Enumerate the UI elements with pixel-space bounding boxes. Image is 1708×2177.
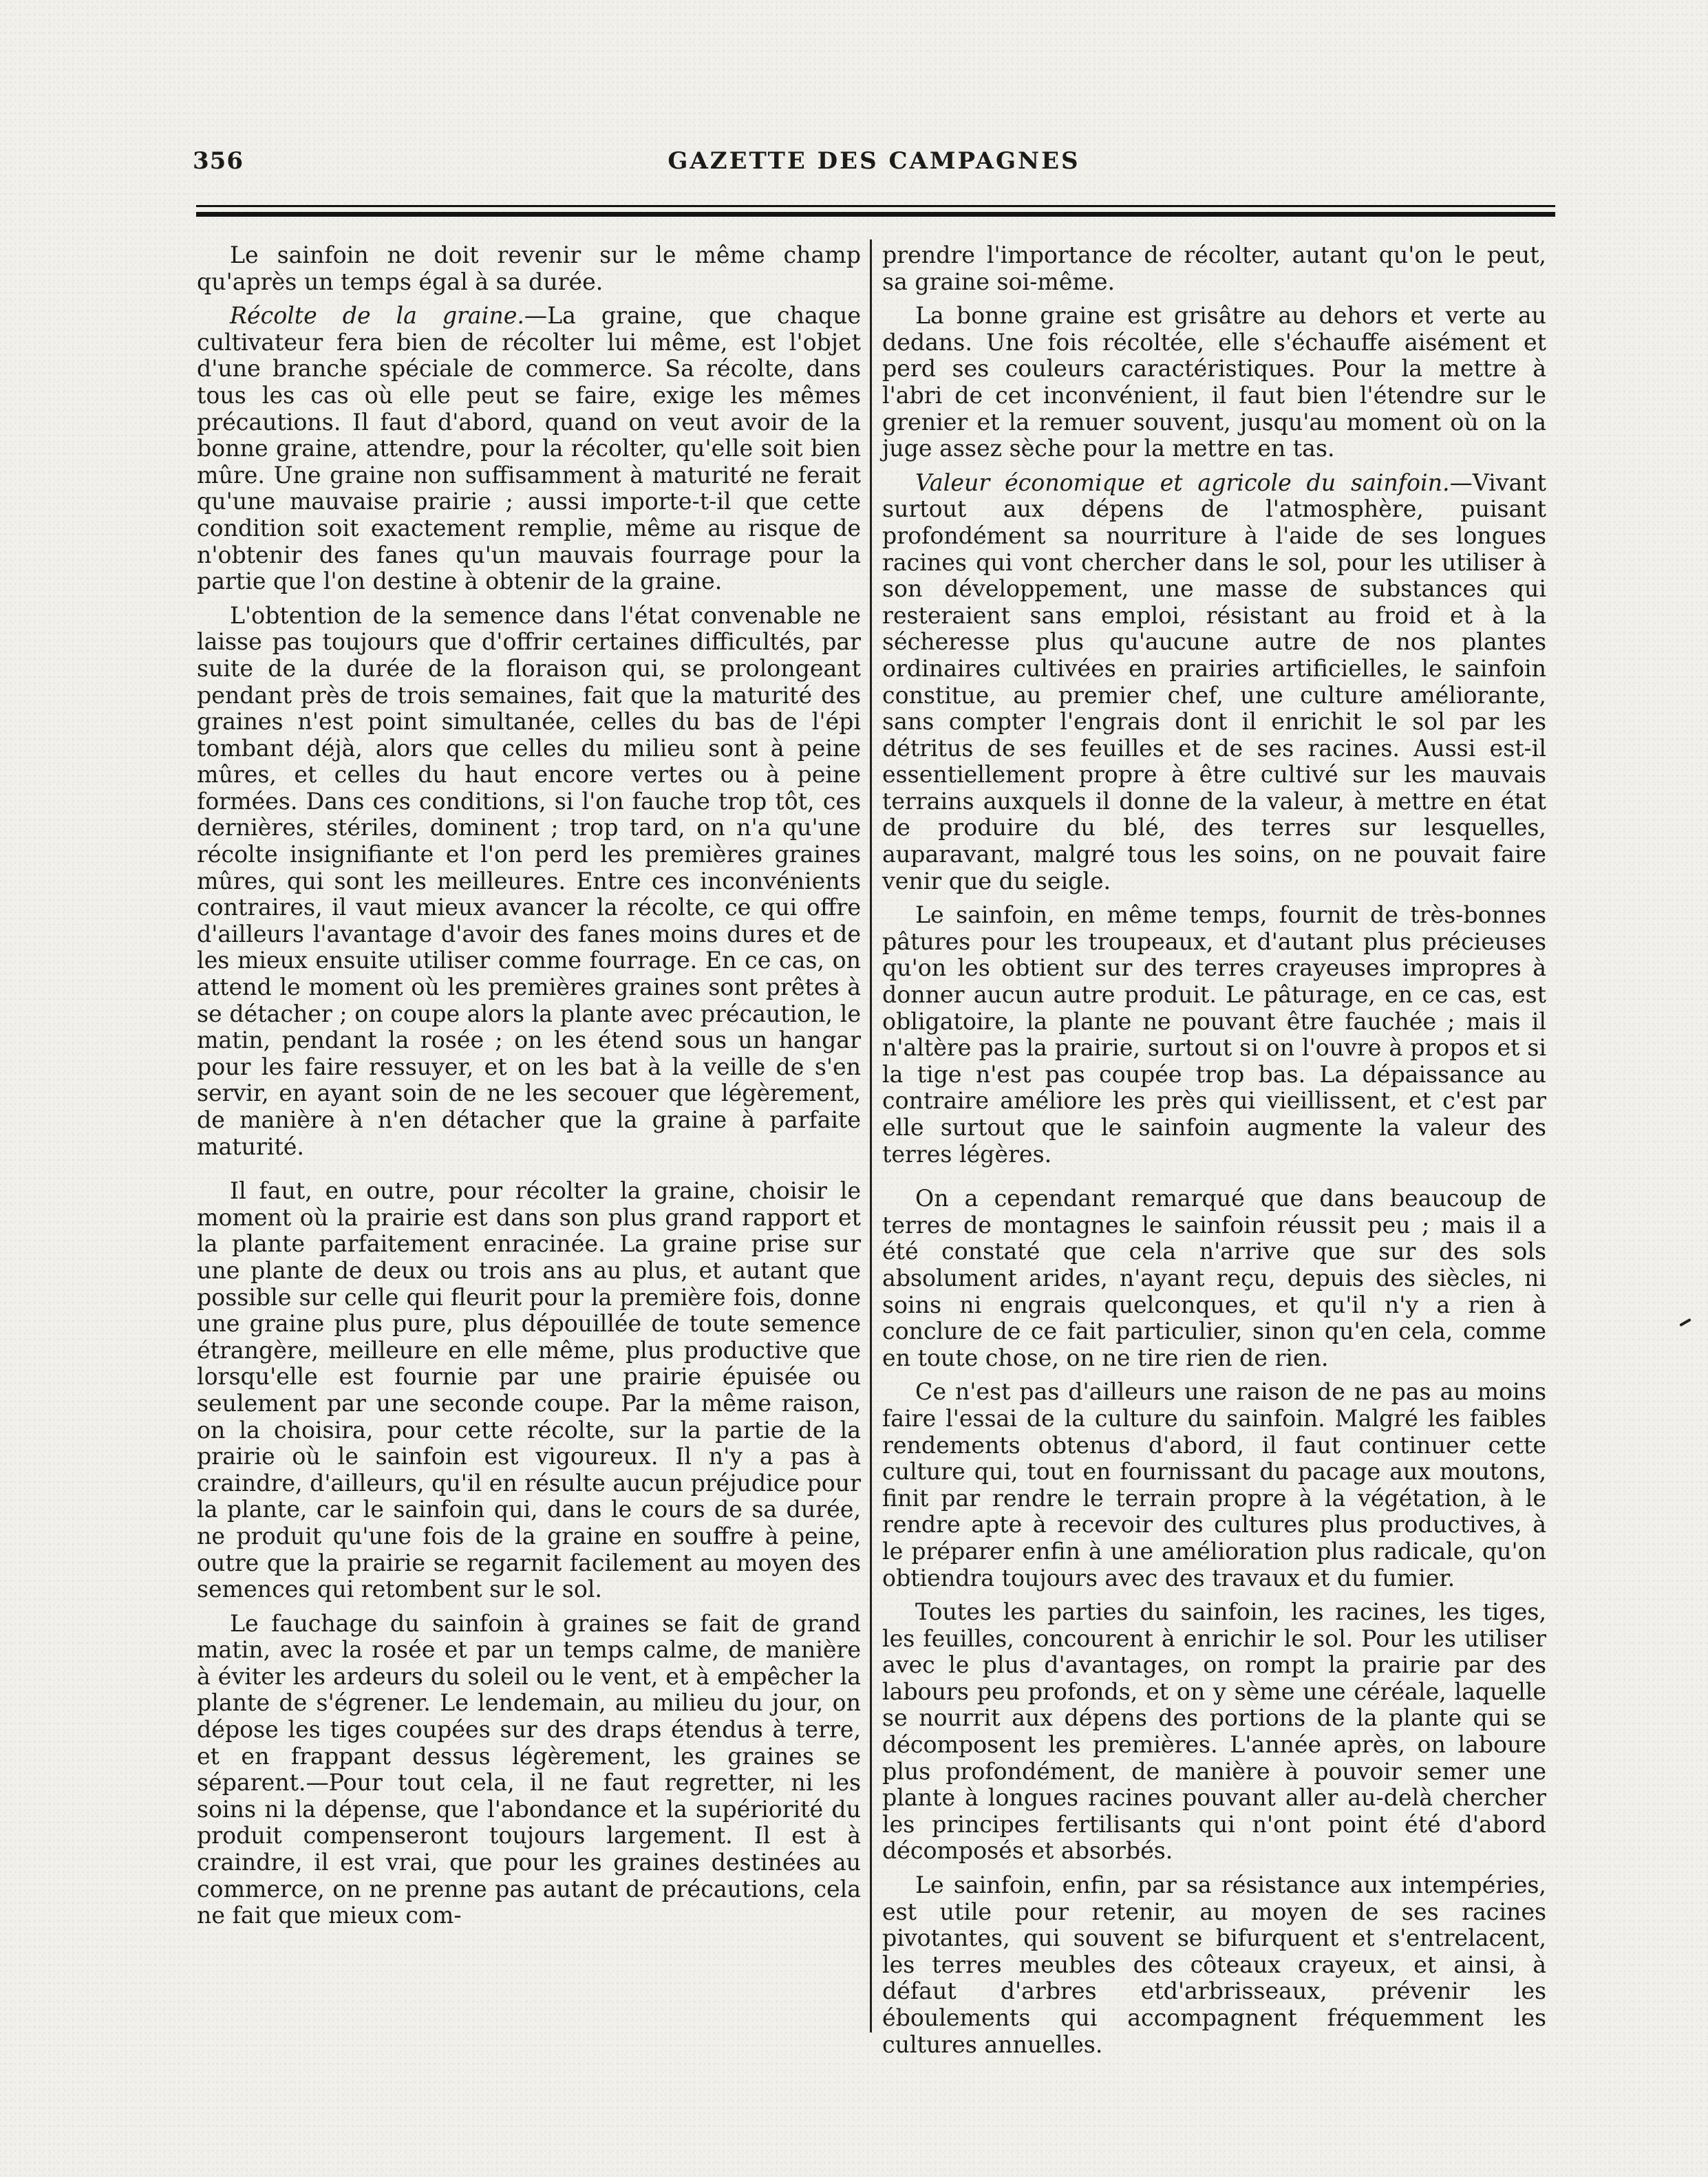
paragraph: Toutes les parties du sainfoin, les racines, les tiges, les feuilles, concourent à enrichir le sol. Pour les utiliser avec le plus d'avantages, on rompt la prairie par des labours peu profonds, et on y sème une céréale, laquelle se nourrit aux dépens des portions de la plante qui se décomposent les premières. L'année après, on laboure plus profondément, de manière à pouvoir semer une plante à longues racines pouvant aller au-delà chercher les principes fertilisants qui n'ont point été d'abord décomposés et absorbés. [882, 1598, 1546, 1865]
header-rule-thin [196, 205, 1555, 207]
header-rule-thick [196, 212, 1555, 217]
paragraph: prendre l'importance de récolter, autant qu'on le peut, sa graine soi-même. [882, 242, 1546, 295]
column-divider [870, 239, 872, 2033]
page-number: 356 [193, 147, 244, 175]
paragraph: Le sainfoin ne doit revenir sur le même champ qu'après un temps égal à sa durée. [197, 242, 861, 295]
right-column [882, 242, 1546, 2066]
paragraph: Le sainfoin, en même temps, fournit de très-bonnes pâtures pour les troupeaux, et d'autant plus précieuses qu'on les obtient sur des terres crayeuses impropres à donner aucun autre produit. Le pâturage, en ce cas, est obligatoire, la plante ne pouvant être fauchée ; mais il n'altère pas la prairie, surtout si on l'ouvre à propos et si la tige n'est pas coupée trop bas. La dépaissance au contraire améliore les près qui vieillissent, et c'est par elle surtout que le sainfoin augmente la valeur des terres légères. [882, 901, 1546, 1168]
left-column [197, 242, 861, 1937]
paragraph: Récolte de la graine.—La graine, que chaque cultivateur fera bien de récolter lui même, est l'objet d'une branche spéciale de commerce. Sa récolte, dans tous les cas où elle peut se faire, exige les mêmes précautions. Il faut d'abord, quand on veut avoir de la bonne graine, attendre, pour la récolter, qu'elle soit bien mûre. Une graine non suffisamment à maturité ne ferait qu'une mauvaise prairie ; aussi importe-t-il que cette condition soit exactement remplie, même au risque de n'obtenir des fanes qu'un mauvais fourrage pour la partie que l'on destine à obtenir de la graine. [197, 302, 862, 595]
paragraph: L'obtention de la semence dans l'état convenable ne laisse pas toujours que d'offrir certaines difficultés, par suite de la durée de la floraison qui, se prolongeant pendant près de trois semaines, fait que la maturité des graines n'est point simultanée, celles du bas de l'épi tombant déjà, alors que celles du milieu sont à peine mûres, et celles du haut encore vertes ou à peine formées. Dans ces conditions, si l'on fauche trop tôt, ces dernières, stériles, dominent ; trop tard, on n'a qu'une récolte insignifiante et l'on perd les premières graines mûres, qui sont les meilleures. Entre ces inconvénients contraires, il vaut mieux avancer la récolte, ce qui offre d'ailleurs l'avantage d'avoir des fanes moins dures et de les mieux ensuite utiliser comme fourrage. En ce cas, on attend le moment où les premières graines sont prêtes à se détacher ; on coupe alors la plante avec précaution, le matin, pendant la rosée ; on les étend sous un hangar pour les faire ressuyer, et on les bat à la veille de s'en servir, en ayant soin de ne les secouer que légèrement, de manière à n'en détacher que la graine à parfaite maturité. [197, 601, 861, 1160]
paragraph: Le fauchage du sainfoin à graines se fait de grand matin, avec la rosée et par un temps calme, de manière à éviter les ardeurs du soleil ou le vent, et à empêcher la plante de s'égrener. Le lendemain, au milieu du jour, on dépose les tiges coupées sur des draps étendus à terre, et en frappant dessus légèrement, les graines se séparent.—Pour tout cela, il ne faut regretter, ni les soins ni la dépense, que l'abondance et la supériorité du produit compenseront toujours largement. Il est à craindre, il est vrai, que pour les graines destinées au commerce, on ne prenne pas autant de précautions, cela ne fait que mieux com- [197, 1609, 861, 1929]
paragraph: Ce n'est pas d'ailleurs une raison de ne pas au moins faire l'essai de la culture du sainfoin. Malgré les faibles rendements obtenus d'abord, il faut continuer cette culture qui, tout en fournissant du pacage aux moutons, finit par rendre le terrain propre à la végétation, à le rendre apte à recevoir des cultures plus productives, à le préparer enfin à une amélioration plus radicale, qu'on obtiendra toujours avec des travaux et du fumier. [882, 1378, 1546, 1591]
paragraph: Valeur économique et agricole du sainfoin.—Vivant surtout aux dépens de l'atmosphère, puisant profondément sa nourriture à l'aide de ses longues racines qui vont chercher dans le sol, pour les utiliser à son développement, une masse de substances qui resteraient sans emploi, résistant au froid et à la sécheresse plus qu'aucune autre de nos plantes ordinaires cultivées en prairies artificielles, le sainfoin constitue, au premier chef, une culture améliorante, sans compter l'engrais dont il enrichit le sol par les détritus de ses feuilles et de ses racines. Aussi est-il essentiellement propre à être cultivé sur les mauvais terrains auxquels il donne de la valeur, à mettre en état de produire du blé, des terres sur lesquelles, auparavant, malgré tous les soins, on ne pouvait faire venir que du seigle. [882, 469, 1546, 894]
section-lead: Récolte de la graine. [230, 302, 524, 330]
section-lead: Valeur économique et agricole du sainfoin. [915, 469, 1450, 496]
paragraph: Le sainfoin, enfin, par sa résistance aux intempéries, est utile pour retenir, au moyen de ses racines pivotantes, qui souvent se bifurquent et s'entrelacent, les terres meubles des côteaux crayeux, et ainsi, à défaut d'arbres etd'arbrisseaux, prévenir les éboulements qui accompagnent fréquemment les cultures annuelles. [882, 1872, 1546, 2058]
paragraph: La bonne graine est grisâtre au dehors et verte au dedans. Une fois récoltée, elle s'échauffe aisément et perd ses couleurs caractéristiques. Pour la mettre à l'abri de cet inconvénient, il faut bien l'étendre sur le grenier et la remuer souvent, jusqu'au moment où on la juge assez sèche pour la mettre en tas. [882, 302, 1546, 462]
paragraph: Il faut, en outre, pour récolter la graine, choisir le moment où la prairie est dans son plus grand rapport et la plante parfaitement enracinée. La graine prise sur une plante de deux ou trois ans au plus, et autant que possible sur celle qui fleurit pour la première fois, donne une graine plus pure, plus dépouillée de toute semence étrangère, meilleure en elle même, plus productive que lorsqu'elle est fournie par une prairie épuisée ou seulement par une seconde coupe. Par la même raison, on la choisira, pour cette récolte, sur la partie de la prairie où le sainfoin est vigoureux. Il n'y a pas à craindre, d'ailleurs, qu'il en résulte aucun préjudice pour la plante, car le sainfoin qui, dans le cours de sa durée, ne produit qu'une fois de la graine en souffre à peine, outre que la prairie se regarnit facilement au moyen des semences qui retombent sur le sol. [197, 1177, 861, 1603]
ink-speck [1679, 1318, 1691, 1327]
page-header [193, 147, 1555, 189]
running-title: GAZETTE DES CAMPAGNES [668, 147, 1080, 175]
paragraph: On a cependant remarqué que dans beaucoup de terres de montagnes le sainfoin réussit peu ; mais il a été constaté que cela n'arrive que sur des sols absolument arides, n'ayant reçu, depuis des siècles, ni soins ni engrais quelconques, et qu'il n'y a rien à conclure de ce fait particulier, sinon qu'en cela, comme en toute chose, on ne tire rien de rien. [882, 1185, 1546, 1371]
